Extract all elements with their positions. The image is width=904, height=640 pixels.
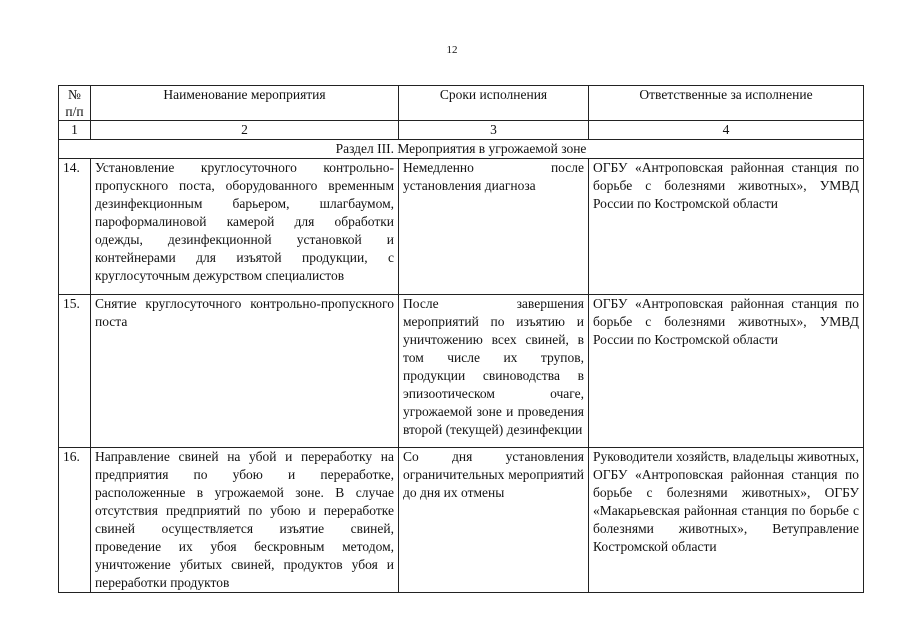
column-index-row — [59, 121, 864, 140]
row-measure-name: Направление свиней на убой и переработку на предприятия по убою и переработке, расположенные в угрожаемой зоне. В случае отсутствия предприятий по убою и переработке свиней осуществляется изъятие свиней, проведение их убоя бескровным методом, уничтожение убитых свиней, продуктов убоя и переработки продуктов — [91, 448, 399, 593]
column-index-cell: 1 — [59, 121, 91, 140]
row-deadline: После завершения мероприятий по изъятию и уничтожению всех свиней, в том числе их трупов, продукции свиноводства в эпизоотическом очаге, угрожаемой зоне и проведения второй (текущей) дезинфекции — [399, 295, 589, 448]
table-row — [59, 448, 864, 593]
header-name: Наименование мероприятия — [91, 86, 399, 121]
table-header-row — [59, 86, 864, 121]
row-measure-name: Снятие круглосуточного контрольно-пропускного поста — [91, 295, 399, 448]
header-responsible: Ответственные за исполнение — [589, 86, 864, 121]
measures-table — [58, 85, 864, 593]
row-responsible: ОГБУ «Антроповская районная станция по борьбе с болезнями животных», УМВД России по Костромской области — [589, 295, 864, 448]
column-index-cell: 3 — [399, 121, 589, 140]
section-row — [59, 140, 864, 159]
section-title: Раздел III. Мероприятия в угрожаемой зоне — [59, 140, 864, 159]
table-row — [59, 159, 864, 295]
row-responsible: Руководители хозяйств, владельцы животных, ОГБУ «Антроповская районная станция по борьбе с болезнями животных», ОГБУ «Макарьевская районная станция по борьбе с болезнями животных», Ветуправление Костромской области — [589, 448, 864, 593]
row-measure-name: Установление круглосуточного контрольно-пропускного поста, оборудованного временным дезинфекционным барьером, шлагбаумом, пароформалиновой камерой для обработки одежды, дезинфекционной установкой и контейнерами для изъятой продукции, с круглосуточным дежурством специалистов — [91, 159, 399, 295]
row-deadline: Со дня установления ограничительных мероприятий до дня их отмены — [399, 448, 589, 593]
column-index-cell: 2 — [91, 121, 399, 140]
row-number: 16. — [59, 448, 91, 593]
column-index-cell: 4 — [589, 121, 864, 140]
row-number: 14. — [59, 159, 91, 295]
row-deadline: Немедленно после установления диагноза — [399, 159, 589, 295]
page-number: 12 — [446, 44, 458, 56]
row-number: 15. — [59, 295, 91, 448]
header-num: № п/п — [59, 86, 91, 121]
table-row — [59, 295, 864, 448]
row-responsible: ОГБУ «Антроповская районная станция по борьбе с болезнями животных», УМВД России по Костромской области — [589, 159, 864, 295]
header-deadline: Сроки исполнения — [399, 86, 589, 121]
